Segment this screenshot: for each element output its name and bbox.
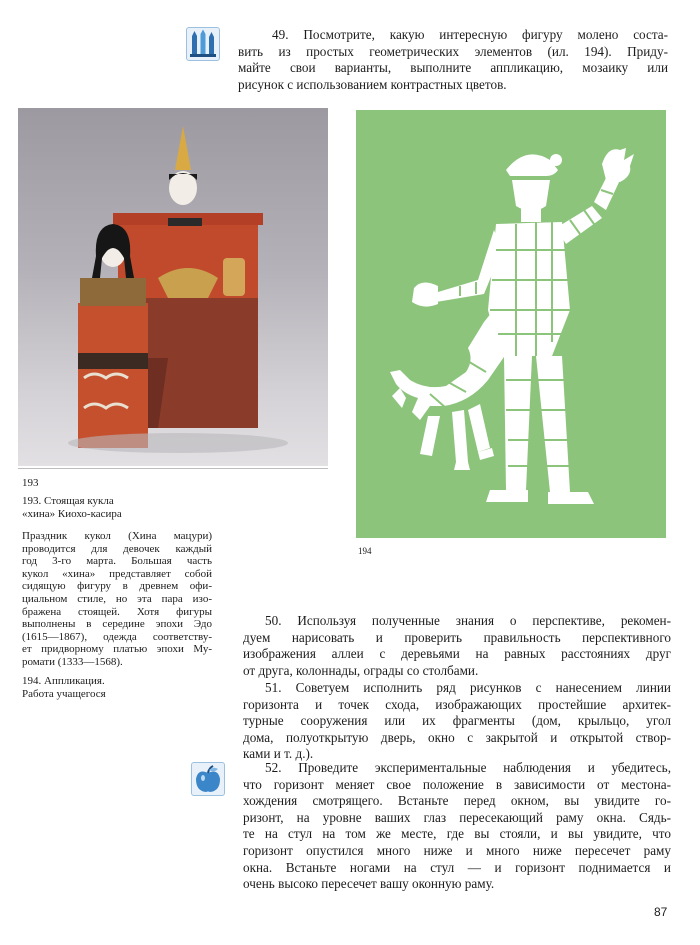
task-52-line-7: окна. Встаньте ногами на стул — и горизонт поднимается и xyxy=(243,859,671,875)
caption-193-line-2: «хина» Киохо-касира xyxy=(22,508,122,520)
task-49-line-4: рисунок с использованием контрастных цветов. xyxy=(238,76,507,92)
caption-194 xyxy=(22,675,222,701)
task-49-line-2: вить из простых геометрических элементов (ил. 194). Приду- xyxy=(238,43,668,59)
task-50-line-2: дуем нарисовать и проверить правильность перспективного xyxy=(243,629,671,645)
desc-line-8: выполнены в середине эпохи Эдо xyxy=(22,618,212,631)
task-51-line-2: горизонта и точек схода, изображающих простейшие архитек- xyxy=(243,696,671,712)
applique-figure xyxy=(356,110,666,538)
caption-194-line-2: Работа учащегося xyxy=(22,688,106,700)
task-52-line-3: хождения смотрящего. Встаньте перед окном, вы увидите го- xyxy=(243,793,671,809)
caption-193-line-1: 193. Стоящая кукла xyxy=(22,495,114,507)
page-number: 87 xyxy=(654,905,668,919)
caption-193 xyxy=(22,495,222,521)
task-50-line-3: изображения аллеи с деревьями на равных расстояниях друг xyxy=(243,646,671,662)
task-52-line-8: очень высоко пересечет вашу оконную раму. xyxy=(243,876,495,892)
task-52-line-5: те на стул на том же месте, где вы стояли, и вы увидите, что xyxy=(243,826,671,842)
task-52-line-1: 52. Проведите экспериментальные наблюдения и убедитесь, xyxy=(265,760,671,775)
desc-line-6: циальном стиле, но эта пара изо- xyxy=(22,592,212,605)
desc-line-4: кукол «хина» представляет собой xyxy=(22,567,212,580)
doll-photo xyxy=(18,108,328,466)
desc-line-5: сидящую фигуру в древнем офи- xyxy=(22,580,212,593)
task-52-line-2: что горизонт меняет свое положение в зависимости от местона- xyxy=(243,776,671,792)
desc-line-3: год 3-го марта. Большая часть xyxy=(22,555,212,568)
desc-line-9: (1615—1867), одежда соответству- xyxy=(22,630,212,643)
apple-icon xyxy=(191,762,225,796)
task-51-line-5: ками и т. д.). xyxy=(243,746,314,762)
task-49-line-3: майте свои варианты, выполните аппликацию, мозаику или xyxy=(238,60,668,76)
task-49-line-1: 49. Посмотрите, какую интересную фигуру молено соста- xyxy=(272,27,668,42)
desc-line-1: Праздник кукол (Хина мацури) xyxy=(22,530,212,542)
task-52-line-4: ризонт, на уровне ваших глаз пересекающий раму окна. Сядь- xyxy=(243,809,671,825)
figure-194-number: 194 xyxy=(358,546,372,556)
pencils-icon xyxy=(186,27,220,61)
task-51-line-4: дома, полуоткрытую дверь, окно с закрытой и открытой створ- xyxy=(243,729,671,745)
desc-line-7: бражена стоящей. Хотя фигуры xyxy=(22,605,212,618)
task-52 xyxy=(243,760,671,893)
task-51-line-1: 51. Советуем исполнить ряд рисунков с нанесением линии xyxy=(265,680,671,695)
desc-line-10: ет придворному платью эпохи Му- xyxy=(22,643,212,656)
figure-193-number: 193 xyxy=(22,477,39,489)
caption-194-line-1: 194. Аппликация. xyxy=(22,675,105,687)
task-51-line-3: турные сооружения или их фрагменты (дом, крыльцо, угол xyxy=(243,713,671,729)
task-52-line-6: горизонт опустился много ниже и много ниже пересечет раму xyxy=(243,842,671,858)
task-50-line-1: 50. Используя полученные знания о перспективе, рекомен- xyxy=(265,613,671,628)
task-50-line-4: от друга, колоннады, ограды со столбами. xyxy=(243,662,479,678)
caption-193-description xyxy=(22,530,212,669)
desc-line-11: ромати (1333—1568). xyxy=(22,655,123,668)
desc-line-2: проводится для девочек каждый xyxy=(22,542,212,555)
task-50 xyxy=(243,613,671,679)
photo-underline xyxy=(18,468,328,469)
task-49 xyxy=(238,27,668,93)
task-51 xyxy=(243,680,671,763)
